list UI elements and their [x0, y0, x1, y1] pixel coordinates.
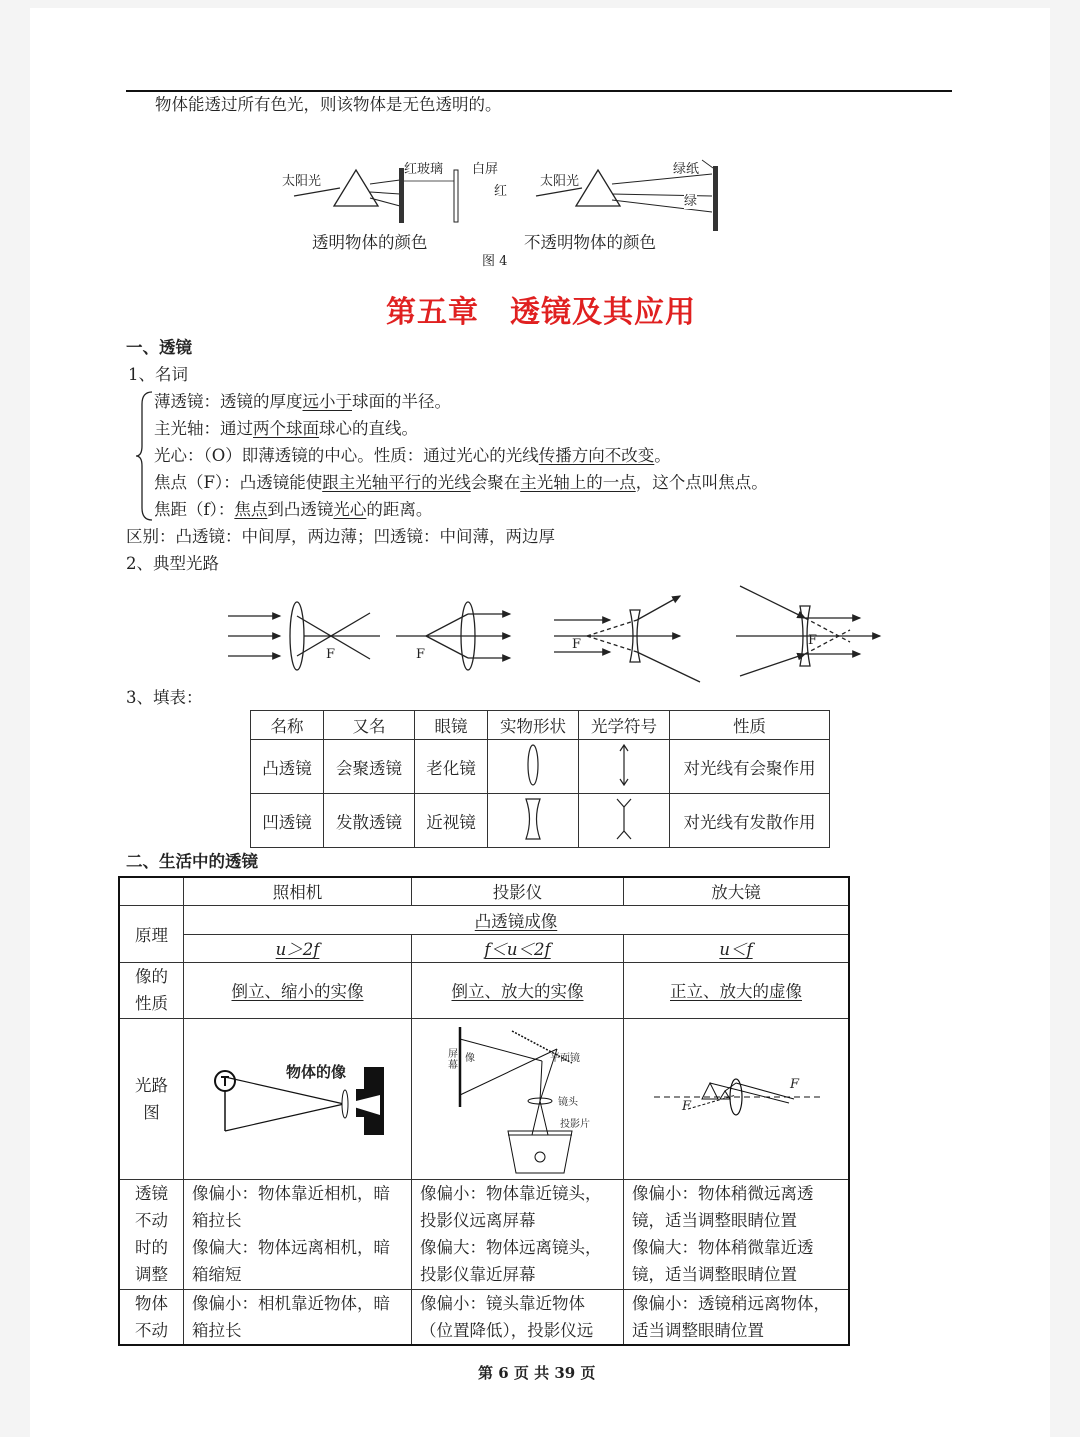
term-focus: 焦点（F）：凸透镜能使跟主光轴平行的光线会聚在主光轴上的一点，这个点叫焦点。 [154, 473, 768, 492]
condition-camera-text: u＞2f [275, 940, 320, 959]
adjust2-camera: 像偏小：相机靠近物体，暗 箱拉长 [184, 1289, 412, 1345]
section2-heading: 二、生活中的透镜 [126, 852, 258, 871]
lens-table [250, 710, 830, 848]
projector-screen-label: 屏 幕 [448, 1048, 458, 1071]
magnifier-diagram-drawing [624, 1019, 848, 1179]
typical-light-paths [220, 576, 860, 676]
adjust1-label: 透镜 不动 时的 调整 [119, 1179, 184, 1289]
concave-symbol-cell [579, 794, 670, 848]
magnifier-diagram-cell [624, 1018, 850, 1179]
principle-text: 凸透镜成像 [474, 911, 558, 931]
sub1-heading: 1、名词 [128, 365, 188, 384]
fig4-red-glass: 红玻璃 [404, 162, 444, 177]
condition-projector-text: f＜u＜2f [484, 940, 551, 959]
projector-image-label: 像 [465, 1052, 475, 1064]
lens-cell: 对光线有会聚作用 [670, 740, 830, 794]
fig4-green-paper: 绿纸 [673, 162, 700, 177]
figure-4 [270, 148, 710, 268]
adjust-object-fixed-row [119, 1289, 849, 1345]
projector-slide-label: 投影片 [560, 1118, 590, 1130]
intro-text: 物体能透过所有色光，则该物体是无色透明的。 [155, 95, 502, 114]
image-nature-label: 像的 性质 [119, 962, 184, 1018]
nature-camera-text: 倒立、缩小的实像 [231, 982, 364, 1001]
path3-focus: F [572, 637, 582, 652]
camera-diagram [184, 1019, 411, 1179]
projector-diagram [412, 1019, 623, 1179]
condition-magnifier [624, 934, 850, 962]
image-nature-row [119, 962, 849, 1018]
lens-cell: 会聚透镜 [324, 740, 415, 794]
lens-cell: 老化镜 [415, 740, 488, 794]
camera-image-label: 物体的像 [286, 1062, 347, 1081]
light-path-row [119, 1018, 849, 1179]
projector-diagram-cell [412, 1018, 624, 1179]
principle-label: 原理 [119, 905, 184, 962]
fig4-caption-right: 不透明物体的颜色 [524, 233, 656, 252]
convex-shape-cell [488, 740, 579, 794]
conditions-row [119, 934, 849, 962]
terms-brace [134, 390, 154, 522]
lens-th-property: 性质 [670, 711, 830, 740]
adjust2-label: 物体 不动 [119, 1289, 184, 1345]
projector-mirror-label: 平面镜 [550, 1052, 580, 1064]
adjust2-projector: 像偏小：镜头靠近物体 （位置降低），投影仪远 [412, 1289, 624, 1345]
term-focal-length: 焦距（f）：焦点到凸透镜光心的距离。 [154, 500, 433, 519]
magnifier-f-right: F [790, 1076, 800, 1092]
nature-camera [184, 962, 412, 1018]
fig4-red: 红 [494, 184, 508, 199]
lens-difference: 区别：凸透镜：中间厚，两边薄；凹透镜：中间薄，两边厚 [126, 527, 555, 546]
adjust1-projector: 像偏小：物体靠近镜头， 投影仪远离屏幕 像偏大：物体远离镜头， 投影仪靠近屏幕 [412, 1179, 624, 1289]
condition-magnifier-text: u＜f [719, 940, 753, 959]
document-page [30, 8, 1050, 1437]
concave-lens-symbol-icon [612, 797, 636, 841]
condition-projector [412, 934, 624, 962]
lens-row-convex [251, 740, 830, 794]
apps-header-row [119, 877, 849, 905]
path1-focus: F [326, 647, 336, 662]
projector-diagram-drawing [412, 1019, 623, 1179]
fig4-caption: 图 4 [482, 254, 508, 269]
path2-focus: F [416, 647, 426, 662]
apps-corner [119, 877, 184, 905]
apps-col-camera: 照相机 [184, 877, 412, 905]
term-principal-axis: 主光轴：通过两个球面球心的直线。 [154, 419, 418, 438]
lens-table-header [251, 711, 830, 740]
adjust1-magnifier: 像偏小：物体稍微远离透 镜，适当调整眼睛位置 像偏大：物体稍微靠近透 镜，适当调整眼睛位置 [624, 1179, 850, 1289]
lens-cell: 对光线有发散作用 [670, 794, 830, 848]
lens-th-alias: 又名 [324, 711, 415, 740]
adjust1-camera: 像偏小：物体靠近相机，暗 箱拉长 像偏大：物体远离相机，暗 箱缩短 [184, 1179, 412, 1289]
section1-heading: 一、透镜 [126, 338, 192, 357]
fig4-sunlight-left: 太阳光 [282, 174, 322, 189]
convex-lens-symbol-icon [614, 743, 634, 787]
condition-camera [184, 934, 412, 962]
page-footer: 第 6 页 共 39 页 [478, 1364, 596, 1382]
applications-table [118, 876, 850, 1346]
nature-magnifier-text: 正立、放大的虚像 [670, 982, 802, 1001]
sub3-heading: 3、填表： [126, 688, 203, 707]
sub2-heading: 2、典型光路 [126, 554, 219, 573]
concave-lens-shape-icon [521, 797, 545, 841]
header-rule [126, 90, 952, 92]
lens-cell: 凸透镜 [251, 740, 324, 794]
lens-row-concave [251, 794, 830, 848]
magnifier-f-left: F [682, 1098, 692, 1114]
path4-focus: F [808, 633, 818, 648]
apps-col-magnifier: 放大镜 [624, 877, 850, 905]
lens-cell: 近视镜 [415, 794, 488, 848]
nature-magnifier [624, 962, 850, 1018]
concave-shape-cell [488, 794, 579, 848]
principle-cell [184, 905, 850, 934]
adjust-lens-fixed-row [119, 1179, 849, 1289]
fig4-green: 绿 [684, 190, 697, 209]
nature-projector-text: 倒立、放大的实像 [451, 982, 584, 1001]
projector-lens-label: 镜头 [558, 1096, 578, 1108]
convex-lens-shape-icon [523, 743, 543, 787]
lens-th-shape: 实物形状 [488, 711, 579, 740]
camera-diagram-drawing [184, 1019, 411, 1179]
principle-row [119, 905, 849, 934]
chapter-title: 第五章 透镜及其应用 [386, 295, 696, 330]
fig4-sunlight-right: 太阳光 [540, 174, 580, 189]
term-optical-center: 光心：（O）即薄透镜的中心。性质：通过光心的光线传播方向不改变。 [154, 446, 671, 465]
adjust2-magnifier: 像偏小：透镜稍远离物体， 适当调整眼睛位置 [624, 1289, 850, 1345]
convex-symbol-cell [579, 740, 670, 794]
lens-th-symbol: 光学符号 [579, 711, 670, 740]
lens-cell: 发散透镜 [324, 794, 415, 848]
lens-th-glasses: 眼镜 [415, 711, 488, 740]
term-thin-lens: 薄透镜：透镜的厚度远小于球面的半径。 [154, 392, 451, 411]
light-path-label: 光路 图 [119, 1018, 184, 1179]
camera-diagram-cell [184, 1018, 412, 1179]
fig4-white-screen: 白屏 [472, 162, 499, 177]
fig4-caption-left: 透明物体的颜色 [312, 233, 428, 252]
nature-projector [412, 962, 624, 1018]
lens-cell: 凹透镜 [251, 794, 324, 848]
lens-th-name: 名称 [251, 711, 324, 740]
magnifier-diagram [624, 1019, 848, 1179]
apps-col-projector: 投影仪 [412, 877, 624, 905]
